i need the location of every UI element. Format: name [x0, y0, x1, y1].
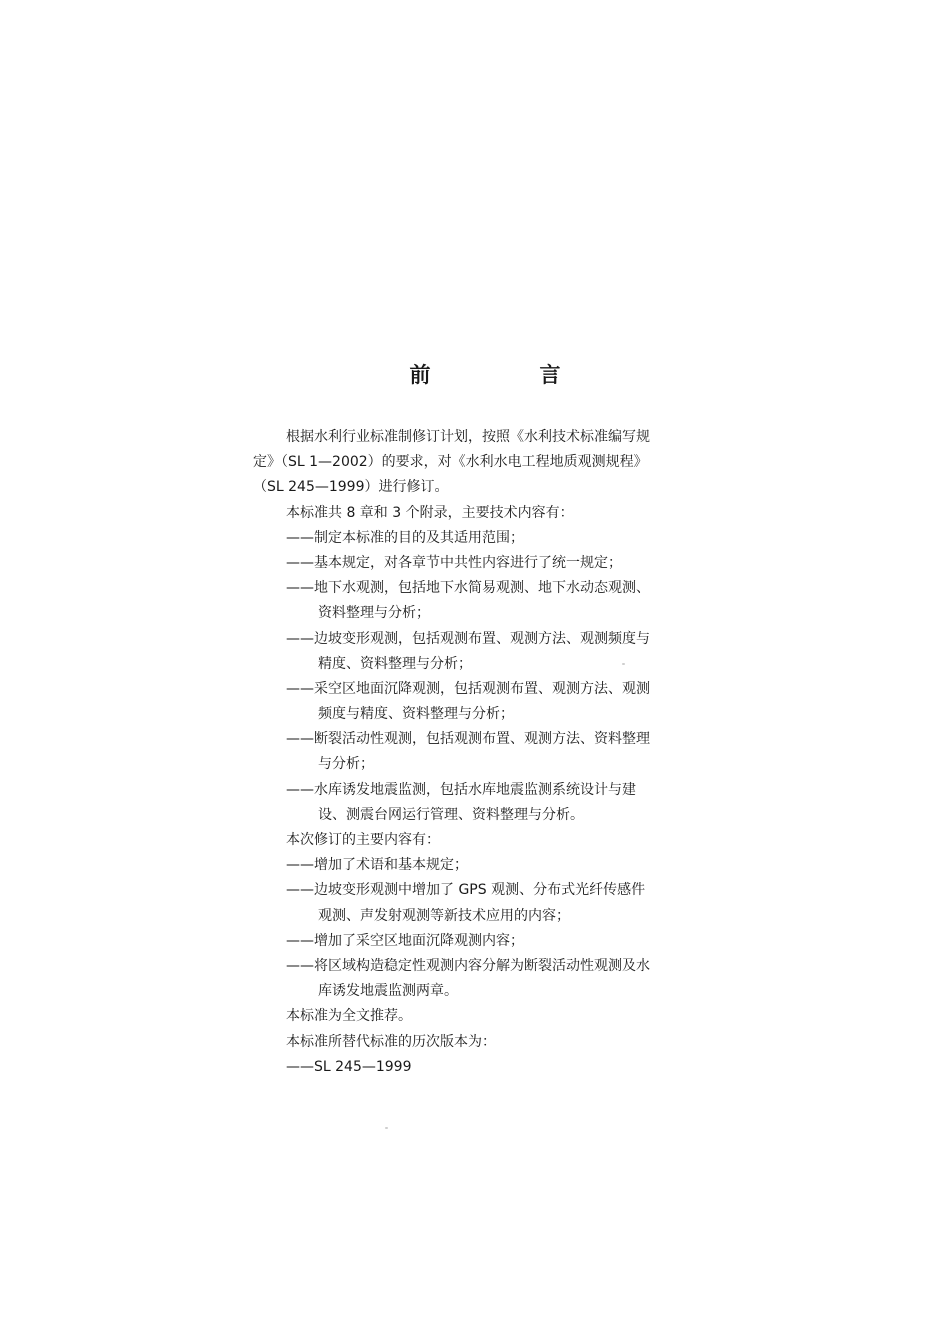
list-item-continuation: 资料整理与分析；: [318, 605, 430, 622]
list-item: ——制定本标准的目的及其适用范围；: [286, 529, 524, 546]
text-line: （SL 245—1999）进行修订。: [253, 479, 449, 496]
list-item: ——边坡变形观测，包括观测布置、观测方法、观测频度与: [286, 630, 650, 647]
text-line: 本标准所替代标准的历次版本为：: [286, 1033, 496, 1050]
list-item: ——水库诱发地震监测，包括水库地震监测系统设计与建: [286, 781, 636, 798]
scan-speck: [385, 1127, 388, 1129]
scan-speck: [622, 663, 625, 665]
list-item: ——将区域构造稳定性观测内容分解为断裂活动性观测及水: [286, 957, 650, 974]
list-item: ——地下水观测，包括地下水简易观测、地下水动态观测、: [286, 580, 650, 597]
list-item-continuation: 观测、声发射观测等新技术应用的内容；: [318, 907, 570, 924]
list-item-continuation: 精度、资料整理与分析；: [318, 655, 472, 672]
text-line: 定》（SL 1—2002）的要求，对《水利水电工程地质观测规程》: [253, 454, 648, 471]
list-item: ——基本规定，对各章节中共性内容进行了统一规定；: [286, 554, 622, 571]
text-line: 本次修订的主要内容有：: [286, 832, 440, 848]
list-item: ——断裂活动性观测，包括观测布置、观测方法、资料整理: [286, 731, 650, 748]
list-item-continuation: 库诱发地震监测两章。: [318, 983, 458, 1000]
preface-body: [253, 425, 723, 1080]
list-item-continuation: 与分析；: [318, 756, 374, 773]
page-title: 前 言: [409, 363, 605, 387]
text-line: 根据水利行业标准制修订计划，按照《水利技术标准编写规: [286, 429, 650, 445]
list-item: ——SL 245—1999: [286, 1058, 412, 1075]
list-item: ——增加了术语和基本规定；: [286, 857, 468, 874]
list-item-continuation: 设、测震台网运行管理、资料整理与分析。: [318, 806, 584, 823]
list-item-continuation: 频度与精度、资料整理与分析；: [318, 706, 514, 723]
list-item: ——边坡变形观测中增加了 GPS 观测、分布式光纤传感件: [286, 882, 646, 899]
text-line: 本标准为全文推荐。: [286, 1008, 412, 1025]
text-line: 本标准共 8 章和 3 个附录，主要技术内容有：: [286, 504, 574, 521]
list-item: ——增加了采空区地面沉降观测内容；: [286, 932, 524, 949]
list-item: ——采空区地面沉降观测，包括观测布置、观测方法、观测: [286, 680, 650, 697]
